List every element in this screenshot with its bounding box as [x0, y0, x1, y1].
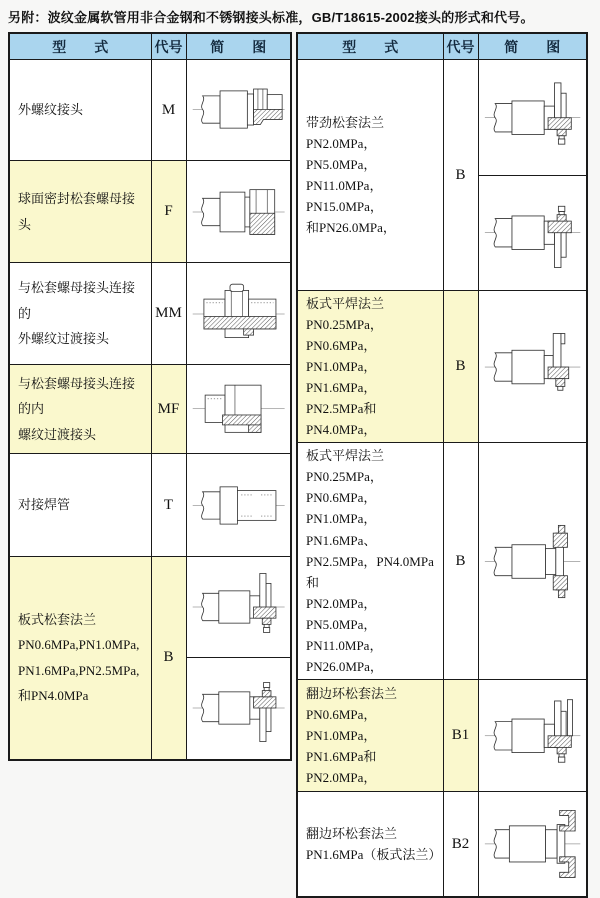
page-title: 另附：波纹金属软管用非合金钢和不锈钢接头标准，GB/T18615-2002接头的形式和代号。 — [8, 10, 534, 25]
header-row — [9, 33, 291, 60]
male-male-adapter-drawing — [189, 266, 288, 362]
type-line: PN1.6MPa,PN2.5MPa, — [18, 662, 140, 678]
table-row — [297, 679, 587, 791]
code-cell: B — [443, 60, 478, 291]
loose-plate-flange-bottom-drawing — [189, 660, 288, 756]
neck-loose-flange-top-drawing — [481, 63, 584, 172]
type-line: 与松套螺母接头连接的内 — [18, 375, 136, 417]
diagram-cell — [478, 60, 587, 291]
type-cell — [297, 791, 443, 897]
type-line: 翻边环松套法兰 — [306, 685, 398, 701]
table-row — [9, 557, 291, 760]
diagram-stack — [479, 792, 587, 896]
code-cell: B — [443, 291, 478, 443]
plate-weld-flange-sectioned-drawing — [481, 502, 584, 621]
table-row — [297, 791, 587, 897]
type-cell — [9, 60, 151, 161]
neck-loose-flange-top-diagram — [479, 61, 587, 175]
type-line: 板式平焊法兰 — [306, 448, 385, 464]
type-line: 和PN4.0MPa — [18, 688, 89, 704]
table-row — [297, 443, 587, 680]
code-cell: MF — [151, 365, 186, 454]
header-row — [297, 33, 587, 60]
type-line: 带劲松套法兰 — [306, 114, 385, 130]
diagram-column-header: 简 图 — [186, 33, 291, 60]
plate-weld-flange-diagram — [479, 305, 587, 428]
table-row — [9, 365, 291, 454]
diagram-cell — [478, 791, 587, 897]
type-line: 板式平焊法兰 — [306, 296, 385, 311]
diagram-cell — [478, 443, 587, 680]
diagram-stack — [479, 305, 587, 428]
plate-weld-flange-sectioned-diagram — [479, 499, 587, 623]
plate-weld-flange-drawing — [481, 308, 584, 426]
type-cell — [297, 60, 443, 291]
type-line: PN2.0MPa，PN5.0MPa， — [306, 135, 377, 172]
fitting-table-right — [296, 32, 588, 898]
diagram-stack — [479, 680, 587, 790]
diagram-column-header: 简 图 — [478, 33, 587, 60]
code-cell: T — [151, 454, 186, 557]
type-line: PN0.25MPa，PN0.6MPa， — [306, 469, 383, 506]
type-line: 外螺纹接头 — [18, 102, 84, 118]
diagram-stack — [187, 366, 291, 453]
type-line: 翻边环松套法兰 — [306, 826, 398, 842]
type-line: PN11.0MPa，PN26.0MPa， — [306, 637, 383, 674]
type-line: 和PN26.0MPa， — [306, 220, 396, 236]
diagram-cell — [478, 679, 587, 791]
flared-ring-loose-plate-flange-diagram — [479, 792, 587, 896]
type-line: 与松套螺母接头连接的 — [18, 280, 136, 321]
diagram-stack — [187, 264, 291, 364]
diagram-stack — [187, 61, 291, 160]
neck-loose-flange-bottom-drawing — [481, 178, 584, 287]
type-line: 外螺纹过渡接头 — [18, 331, 110, 347]
code-cell: B2 — [443, 791, 478, 897]
flared-ring-loose-plate-flange-drawing — [481, 794, 584, 894]
type-cell — [9, 365, 151, 454]
code-cell: B — [443, 443, 478, 680]
neck-loose-flange-bottom-diagram — [479, 175, 587, 290]
type-line: 球面密封松套螺母接头 — [18, 191, 136, 232]
type-cell — [9, 454, 151, 557]
code-cell: MM — [151, 263, 186, 365]
type-line: 板式松套法兰 — [18, 612, 97, 628]
type-line: 螺纹过渡接头 — [18, 426, 97, 442]
type-line: 对接焊管 — [18, 497, 71, 513]
fitting-table-left — [8, 32, 292, 761]
type-line: PN0.6MPa,PN1.0MPa, — [18, 637, 140, 653]
butt-weld-pipe-diagram — [187, 455, 291, 556]
diagram-stack — [479, 61, 587, 290]
table-row — [9, 454, 291, 557]
type-line: PN0.6MPa，PN1.0MPa， — [306, 706, 377, 743]
type-cell — [9, 557, 151, 760]
diagram-cell — [186, 161, 291, 263]
butt-weld-pipe-drawing — [189, 457, 288, 554]
male-female-adapter-diagram — [187, 366, 291, 453]
diagram-cell — [186, 454, 291, 557]
loose-plate-flange-top-drawing — [189, 559, 288, 655]
type-line: PN1.0MPa，PN1.6MPa， — [306, 359, 377, 396]
type-line: PN1.6MPa和PN2.0MPa， — [306, 748, 377, 785]
type-line: PN11.0MPa，PN15.0MPa， — [306, 178, 383, 215]
tables-container — [0, 32, 600, 898]
male-male-adapter-diagram — [187, 264, 291, 364]
type-cell — [297, 679, 443, 791]
diagram-cell — [186, 60, 291, 161]
type-cell — [297, 443, 443, 680]
type-line: PN2.5MPa，PN4.0MPa和 — [306, 553, 434, 590]
male-thread-fitting-drawing — [189, 62, 288, 157]
diagram-stack — [187, 455, 291, 556]
male-thread-fitting-diagram — [187, 61, 291, 160]
type-line: PN1.6MPa（板式法兰） — [306, 847, 442, 863]
diagram-stack — [479, 499, 587, 623]
type-line: PN2.5MPa和PN4.0MPa， — [306, 401, 377, 438]
loose-plate-flange-bottom-diagram — [187, 657, 291, 758]
table-row — [9, 60, 291, 161]
table-row — [297, 291, 587, 443]
diagram-cell — [186, 365, 291, 454]
flared-ring-loose-flange-diagram — [479, 680, 587, 790]
diagram-cell — [186, 557, 291, 760]
male-female-adapter-drawing — [189, 367, 288, 451]
type-line: PN2.0MPa，PN5.0MPa， — [306, 595, 377, 632]
code-column-header: 代号 — [443, 33, 478, 60]
type-column-header: 型 式 — [9, 33, 151, 60]
type-line: PN0.25MPa，PN0.6MPa， — [306, 317, 383, 354]
type-cell — [9, 161, 151, 263]
type-line: PN1.0MPa，PN1.6MPa、 — [306, 511, 377, 548]
spherical-seal-swivel-nut-fitting-diagram — [187, 162, 291, 262]
loose-plate-flange-top-diagram — [187, 557, 291, 657]
code-column-header: 代号 — [151, 33, 186, 60]
type-column-header: 型 式 — [297, 33, 443, 60]
diagram-cell — [478, 291, 587, 443]
diagram-stack — [187, 162, 291, 262]
table-row — [297, 60, 587, 291]
table-row — [9, 263, 291, 365]
code-cell: M — [151, 60, 186, 161]
spherical-seal-swivel-nut-fitting-drawing — [189, 164, 288, 260]
flared-ring-loose-flange-drawing — [481, 683, 584, 789]
type-cell — [297, 291, 443, 443]
code-cell: F — [151, 161, 186, 263]
diagram-cell — [186, 263, 291, 365]
table-row — [9, 161, 291, 263]
diagram-stack — [187, 557, 291, 758]
code-cell: B1 — [443, 679, 478, 791]
type-cell — [9, 263, 151, 365]
code-cell: B — [151, 557, 186, 760]
